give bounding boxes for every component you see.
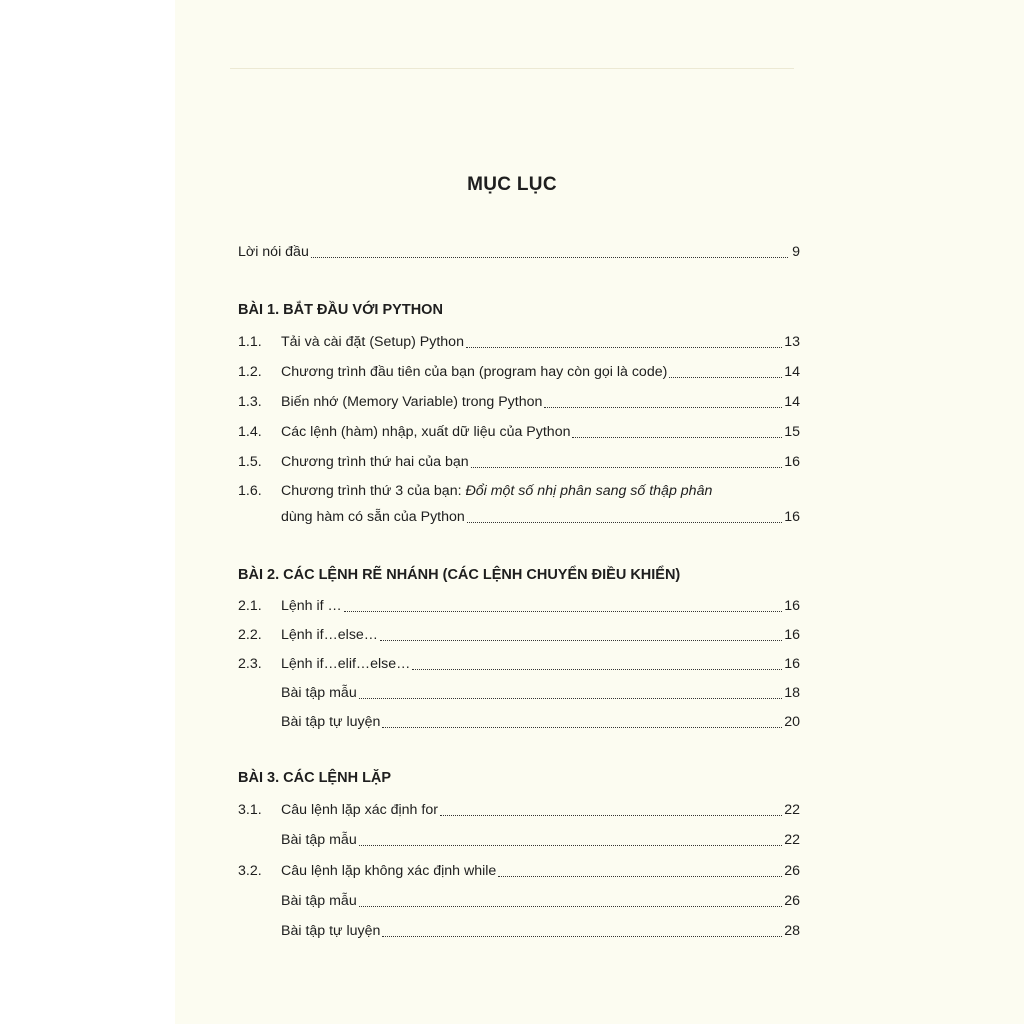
toc-entry	[281, 682, 800, 704]
toc-entry	[238, 391, 800, 413]
toc-entry-title: Chương trình đầu tiên của bạn (program hay còn gọi là code)	[281, 364, 668, 380]
dot-leader	[359, 905, 783, 907]
toc-entry-title: Bài tập mẫu	[281, 832, 357, 848]
toc-entry-page: 16	[784, 656, 800, 672]
toc-entry-title: Lệnh if …	[281, 598, 342, 614]
toc-entry-number: 2.3.	[238, 656, 262, 672]
toc-entry-number: 1.1.	[238, 334, 262, 350]
toc-entry-page: 20	[784, 714, 800, 730]
dot-leader	[467, 521, 782, 523]
toc-entry-title-line2: dùng hàm có sẵn của Python	[281, 509, 465, 525]
dot-leader	[440, 814, 782, 816]
toc-entry	[238, 799, 800, 821]
section-heading-bai2: BÀI 2. CÁC LỆNH RẼ NHÁNH (CÁC LỆNH CHUYỂN ĐIỀU KHIỂN)	[238, 567, 681, 583]
toc-entry-page: 26	[784, 893, 800, 909]
toc-entry-page: 22	[784, 802, 800, 818]
toc-entry-page: 26	[784, 863, 800, 879]
toc-entry-page: 18	[784, 685, 800, 701]
toc-entry-title: Bài tập tự luyện	[281, 923, 381, 939]
section-heading-bai1: BÀI 1. BẮT ĐẦU VỚI PYTHON	[238, 302, 443, 318]
toc-entry-title: Biến nhớ (Memory Variable) trong Python	[281, 394, 543, 410]
toc-entry-title	[281, 480, 712, 502]
toc-entry-number: 2.2.	[238, 627, 262, 643]
toc-entry-title: Chương trình thứ hai của bạn	[281, 454, 469, 470]
dot-leader	[498, 875, 782, 877]
toc-entry-title-italic: Đổi một số nhị phân sang số thập phân	[465, 483, 713, 499]
toc-entry-number: 1.6.	[238, 483, 262, 499]
dot-leader	[359, 844, 783, 846]
page-title: MỤC LỤC	[467, 174, 557, 195]
dot-leader	[344, 610, 782, 612]
dot-leader	[311, 256, 788, 258]
show-through-line	[230, 68, 794, 69]
toc-entry-title: Lệnh if…else…	[281, 627, 378, 643]
toc-entry	[281, 829, 800, 851]
toc-entry-page: 28	[784, 923, 800, 939]
toc-entry	[281, 711, 800, 733]
toc-entry-number: 1.3.	[238, 394, 262, 410]
toc-entry	[238, 624, 800, 646]
dot-leader	[572, 436, 782, 438]
toc-entry	[281, 890, 800, 912]
toc-entry	[238, 421, 800, 443]
toc-entry-title: Bài tập tự luyện	[281, 714, 381, 730]
toc-entry	[238, 653, 800, 675]
toc-entry-number: 1.2.	[238, 364, 262, 380]
toc-entry-continuation	[281, 506, 800, 528]
dot-leader	[544, 406, 782, 408]
toc-entry	[238, 860, 800, 882]
toc-entry-page: 14	[784, 364, 800, 380]
toc-entry-number: 2.1.	[238, 598, 262, 614]
toc-entry-title: Lời nói đầu	[238, 244, 309, 260]
toc-entry-number: 3.2.	[238, 863, 262, 879]
toc-entry	[238, 361, 800, 383]
toc-entry-page: 16	[784, 598, 800, 614]
toc-entry	[238, 480, 800, 502]
toc-entry-title-prefix: Chương trình thứ 3 của bạn:	[281, 483, 466, 499]
toc-entry-title: Câu lệnh lặp xác định for	[281, 802, 438, 818]
dot-leader	[380, 639, 782, 641]
toc-entry-intro	[238, 241, 800, 263]
toc-entry-page: 13	[784, 334, 800, 350]
dot-leader	[382, 726, 782, 728]
toc-entry-title: Lệnh if…elif…else…	[281, 656, 411, 672]
toc-entry-number: 3.1.	[238, 802, 262, 818]
toc-entry-page: 16	[784, 627, 800, 643]
dot-leader	[382, 935, 782, 937]
dot-leader	[412, 668, 782, 670]
dot-leader	[359, 697, 783, 699]
toc-entry	[238, 451, 800, 473]
toc-entry-title: Các lệnh (hàm) nhập, xuất dữ liệu của Python	[281, 424, 571, 440]
toc-entry-title: Tải và cài đặt (Setup) Python	[281, 334, 464, 350]
toc-entry-page: 15	[784, 424, 800, 440]
toc-entry-page: 14	[784, 394, 800, 410]
toc-entry-page: 22	[784, 832, 800, 848]
toc-entry-title: Câu lệnh lặp không xác định while	[281, 863, 497, 879]
toc-entry-number: 1.4.	[238, 424, 262, 440]
dot-leader	[466, 346, 782, 348]
dot-leader	[669, 376, 782, 378]
section-heading-bai3: BÀI 3. CÁC LỆNH LẶP	[238, 770, 392, 786]
toc-entry-page: 16	[784, 454, 800, 470]
toc-entry-title: Bài tập mẫu	[281, 893, 357, 909]
toc-entry	[238, 595, 800, 617]
toc-entry-page: 9	[792, 244, 800, 260]
toc-entry	[281, 920, 800, 942]
toc-entry-number: 1.5.	[238, 454, 262, 470]
toc-entry-page: 16	[784, 509, 800, 525]
toc-entry-title: Bài tập mẫu	[281, 685, 357, 701]
dot-leader	[471, 466, 783, 468]
toc-entry	[238, 331, 800, 353]
